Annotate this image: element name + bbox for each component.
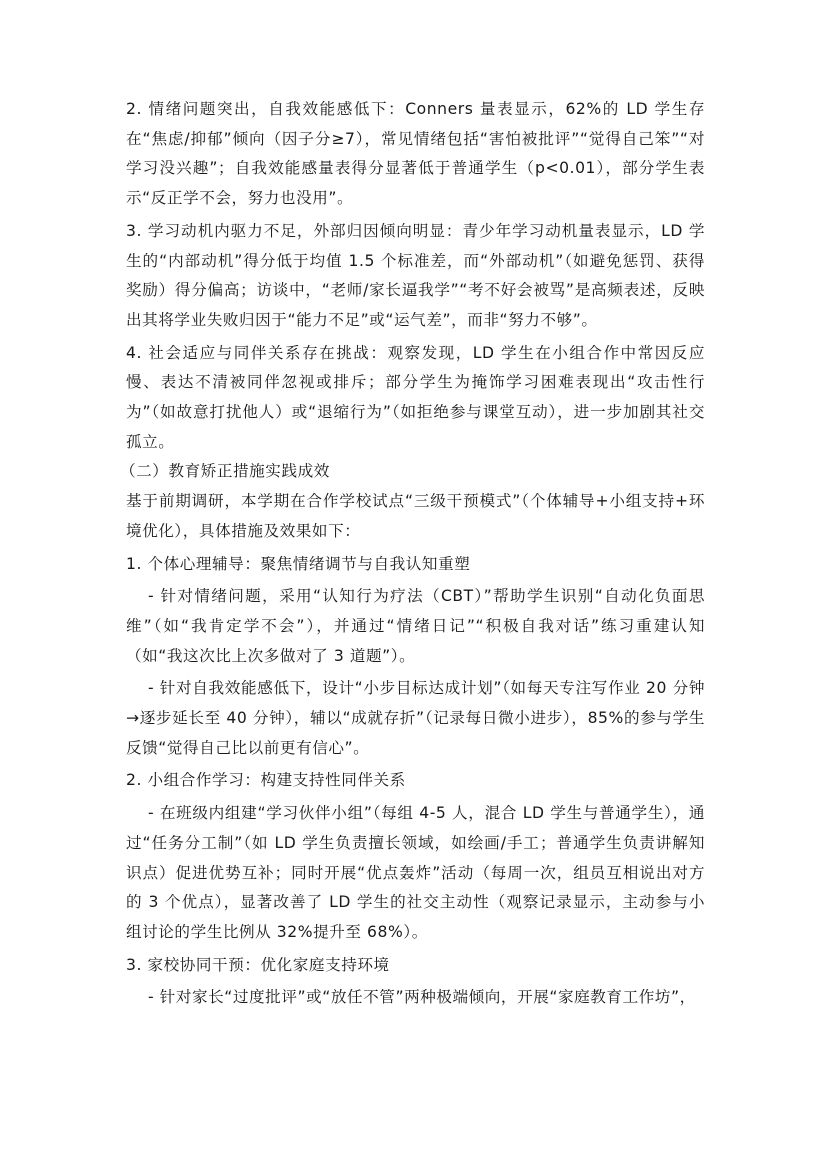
section-heading-intervention: （二）教育矫正措施实践成效 [120,462,330,481]
bullet-parent-workshop: - 针对家长“过度批评”或“放任不管”两种极端倾向，开展“家庭教育工作坊”， [148,988,696,1007]
paragraph-intervention-intro: 基于前期调研，本学期在合作学校试点“三级干预模式”（个体辅导+小组支持+环境优化），具体措施及效果如下： [126,492,705,540]
bullet-learning-partner: - 在班级内组建“学习伙伴小组”（每组 4-5 人，混合 LD 学生与普通学生），通过“任务分工制”（如 LD 学生负责擅长领域，如绘画/手工；普通学生负责讲解知识点）促进优势互补；同时开展“优点轰炸”活动（每周一次，组员互相说出对方的 3 个优点），显著改善了 LD 学生的社交主动性（观察记录显示，主动参与小组讨论的学生比例从 32%提升至 68%）。 [126,804,705,941]
paragraph-emotional-issues: 2. 情绪问题突出，自我效能感低下：Conners 量表显示，62%的 LD 学生存在“焦虑/抑郁”倾向（因子分≥7），常见情绪包括“害怕被批评”“觉得自己笨”“对学习没兴趣”；自我效能感量表得分显著低于普通学生（p<0.01），部分学生表示“反正学不会，努力也没用”。 [126,100,705,208]
paragraph-motivation: 3. 学习动机内驱力不足，外部归因倾向明显：青少年学习动机量表显示，LD 学生的“内部动机”得分低于均值 1.5 个标准差，而“外部动机”（如避免惩罚、获得奖励）得分偏高；访谈中，“老师/家长逼我学”“考不好会被骂”是高频表述，反映出其将学业失败归因于“能力不足”或“运气差”，而非“努力不够”。 [126,221,705,329]
bullet-small-goals: - 针对自我效能感低下，设计“小步目标达成计划”（如每天专注写作业 20 分钟→逐步延长至 40 分钟），辅以“成就存折”（记录每日微小进步），85%的参与学生反馈“觉得自己比以前更有信心”。 [126,679,705,757]
paragraph-social-adaptation: 4. 社会适应与同伴关系存在挑战：观察发现，LD 学生在小组合作中常因反应慢、表达不清被同伴忽视或排斥；部分学生为掩饰学习困难表现出“攻击性行为”（如故意打扰他人）或“退缩行为”（如拒绝参与课堂互动），进一步加剧其社交孤立。 [126,343,705,451]
heading-group-learning: 2. 小组合作学习：构建支持性同伴关系 [126,771,406,790]
heading-home-school: 3. 家校协同干预：优化家庭支持环境 [126,955,390,974]
bullet-cbt: - 针对情绪问题，采用“认知行为疗法（CBT）”帮助学生识别“自动化负面思维”（如“我肯定学不会”），并通过“情绪日记”“积极自我对话”练习重建认知（如“我这次比上次多做对了 3 道题”）。 [126,587,705,665]
heading-individual-counseling: 1. 个体心理辅导：聚焦情绪调节与自我认知重塑 [126,554,471,573]
